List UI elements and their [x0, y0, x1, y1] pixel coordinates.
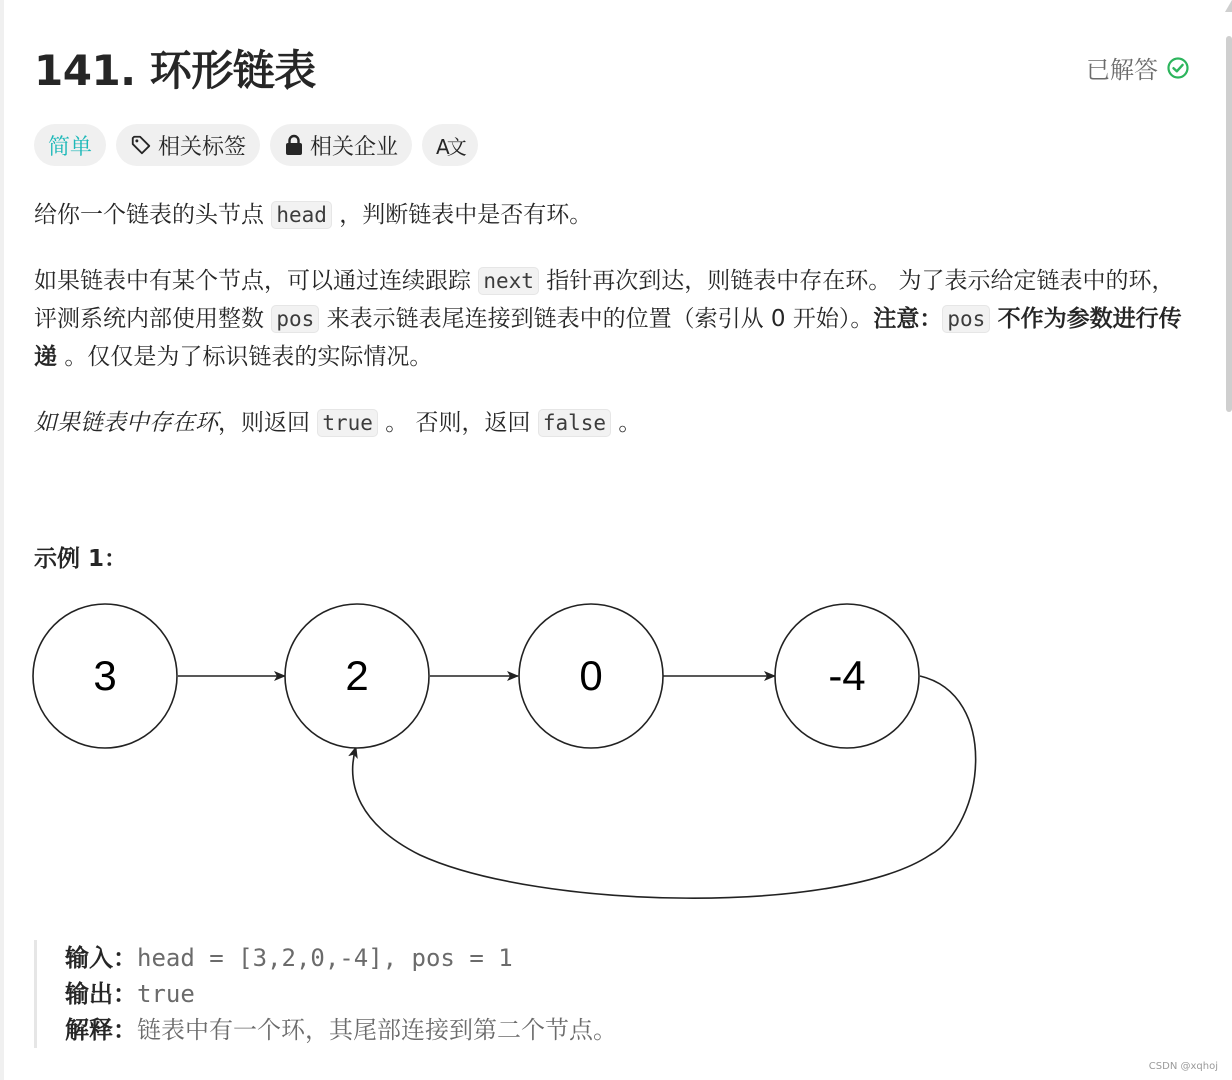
node-value: 2 — [345, 652, 369, 699]
explain-value: 链表中有一个环，其尾部连接到第二个节点。 — [137, 1016, 617, 1044]
problem-title: 141. 环形链表 — [34, 46, 316, 95]
bold-text: 不作为参数进行传递 — [34, 306, 1182, 370]
tag-bar — [34, 124, 478, 166]
list-node-3 — [775, 604, 919, 748]
text-span: 指针再次到达，则链表中存在环。 为了表示给定链表中的环，评测系统内部使用整数 — [34, 268, 1175, 332]
inline-code-false: false — [538, 409, 611, 437]
italic-text: 如果链表中存在环 — [34, 410, 218, 436]
related-companies-label: 相关企业 — [310, 134, 399, 160]
output-value: true — [137, 980, 195, 1008]
solved-status — [1086, 50, 1190, 85]
scroll-up-arrow-icon[interactable] — [1225, 0, 1232, 12]
example-io-block — [34, 940, 634, 1048]
text-span: 。仅仅是为了标识链表的实际情况。 — [64, 344, 433, 370]
difficulty-label: 简单 — [48, 134, 93, 160]
list-node-1 — [285, 604, 429, 748]
text-span: 给你一个链表的头节点 — [34, 202, 264, 228]
note-label: 注意： — [873, 306, 943, 332]
text-span: 如果链表中有某个节点，可以通过连续跟踪 — [34, 268, 471, 294]
scrollbar-thumb[interactable] — [1226, 36, 1232, 412]
inline-code-pos-note: pos — [942, 305, 990, 333]
text-span: ，判断链表中是否有环。 — [339, 202, 593, 228]
watermark: CSDN @xqhoj — [1148, 1061, 1218, 1072]
linked-list-diagram — [0, 595, 1000, 915]
node-value: 3 — [93, 652, 117, 699]
inline-code-true: true — [317, 409, 378, 437]
difficulty-badge[interactable] — [34, 124, 106, 166]
translate-icon: A文 — [436, 134, 464, 159]
list-node-0 — [33, 604, 177, 748]
input-label: 输入： — [65, 944, 137, 972]
inline-code-next: next — [478, 267, 539, 295]
related-tags-button[interactable] — [116, 124, 260, 166]
related-tags-label: 相关标签 — [158, 134, 247, 160]
example-output-row — [65, 976, 634, 1012]
explain-label: 解释： — [65, 1016, 137, 1044]
node-value: 0 — [579, 652, 603, 699]
inline-code-pos: pos — [271, 305, 319, 333]
description-paragraph-2 — [34, 262, 1194, 376]
solved-label: 已解答 — [1086, 56, 1158, 84]
inline-code-head: head — [271, 201, 332, 229]
input-value: head = [3,2,0,-4], pos = 1 — [137, 944, 513, 972]
left-divider — [0, 0, 4, 1080]
example-title: 示例 1： — [34, 546, 128, 572]
translate-button[interactable] — [422, 124, 478, 166]
description-paragraph-3 — [34, 404, 1194, 442]
example-explain-row — [65, 1012, 634, 1048]
text-span: ，则返回 — [218, 410, 310, 436]
example-input-row — [65, 940, 634, 976]
check-circle-icon — [1166, 56, 1190, 80]
text-span: 。 — [618, 410, 642, 436]
node-value: -4 — [828, 652, 866, 699]
related-companies-button[interactable] — [270, 124, 412, 166]
text-span: 来表示链表尾连接到链表中的位置（索引从 0 开始）。 — [326, 306, 874, 332]
text-span: 。 否则，返回 — [385, 410, 531, 436]
list-node-2 — [519, 604, 663, 748]
lock-icon — [284, 134, 304, 156]
output-label: 输出： — [65, 980, 137, 1008]
description-paragraph-1 — [34, 196, 1194, 234]
tag-icon — [130, 134, 152, 156]
